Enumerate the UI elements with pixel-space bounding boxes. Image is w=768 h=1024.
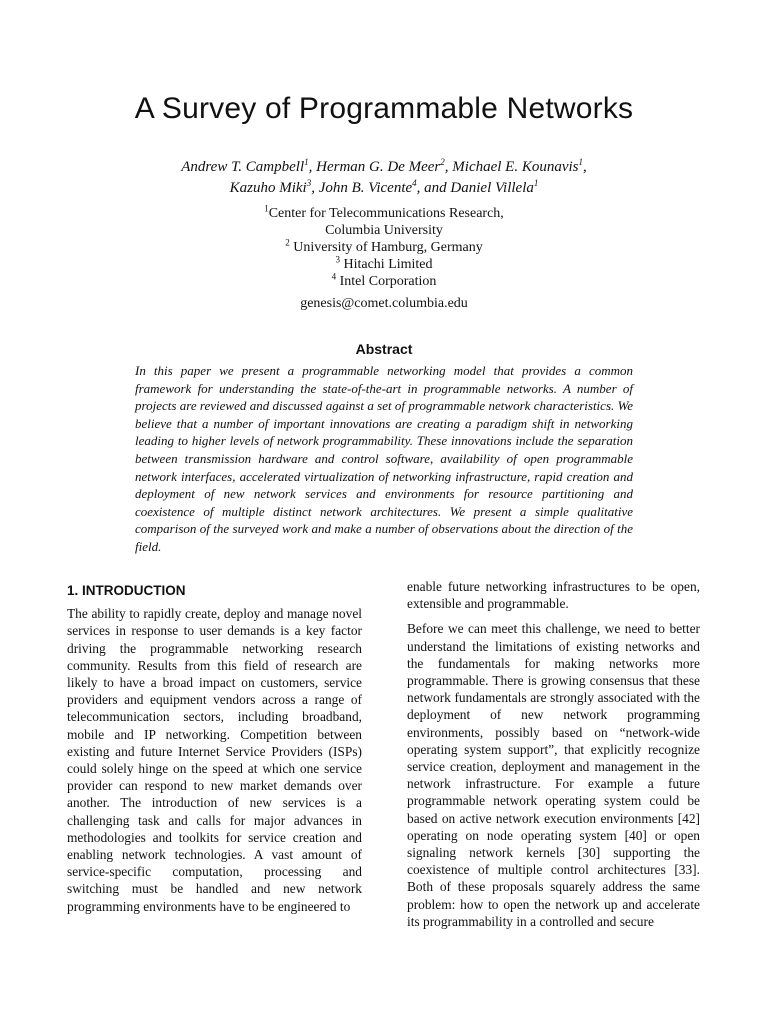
author: Kazuho Miki$^3$,: [229, 178, 319, 196]
affiliation: Columbia University: [325, 223, 443, 238]
affiliation: $^3$ Hitachi Limited: [335, 254, 433, 272]
body-paragraph: enable future networking infrastructures to be open, extensible and programmable.: [407, 579, 700, 612]
abstract-text: In this paper we present a programmable networking model that provides a common framework for understanding the state-of-the-art in programmable networks. A number of projects are reviewed and discussed against a set of programmable network characteristics. We believe that a number of important innovations are creating a paradigm shift in networking leading to higher levels of network programmability. These innovations include the separation between transmission hardware and control software, availability of open programmable network interfaces, accelerated virtualization of networking infrastructure, rapid creation and deployment of new network services and environments for resource partitioning and coexistence of multiple distinct network architectures. We present a simple qualitative comparison of the surveyed work and make a number of observations about the direction of the field.: [135, 363, 633, 554]
right-column: [407, 578, 700, 938]
body-paragraph: The ability to rapidly create, deploy and manage novel services in response to user demands is a key factor driving the programmable networking research community. Results from this field of research are likely to have a broad impact on customers, service providers and equipment vendors across a range of telecommunication sectors, including broadband, mobile and IP networking. Competition between existing and future Internet Service Providers (ISPs) could solely hinge on the speed at which one service provider can respond to new market demands over another. The introduction of new services is a challenging task and calls for major advances in methodologies and toolkits for service creation and enabling network technologies. A vast amount of service-specific computation, processing and switching must be handled and new network programming environments have to be engineered to: [67, 606, 362, 914]
affiliation: $^2$ University of Hamburg, Germany: [285, 237, 483, 255]
author: John B. Vicente$^4$, and: [318, 178, 451, 196]
affiliation: $^1$Center for Telecommunications Research,: [264, 203, 504, 221]
left-column: [67, 582, 362, 923]
author: Michael E. Kounavis$^1$,: [452, 157, 587, 175]
abstract-heading: Abstract: [355, 341, 413, 357]
paper-title: A Survey of Programmable Networks: [134, 92, 634, 125]
section-heading: 1. INTRODUCTION: [67, 583, 186, 598]
author: Herman G. De Meer$^2$,: [316, 157, 453, 175]
contact-email: genesis@comet.columbia.edu: [300, 296, 468, 311]
body-paragraph: Before we can meet this challenge, we need to better understand the limitations of existing networks and the fundamentals for making networks more programmable. There is growing consensus that these network fundamentals are strongly associated with the deployment of new network programming environments, possibly based on “network-wide operating system support”, that explicitly recognize service creation, deployment and management in the network infrastructure. For example a future programmable network operating system could be based on active network execution environments [42] operating on node operating system [40] or open signaling network kernels [30] supporting the coexistence of multiple control architectures [33]. Both of these proposals squarely address the same problem: how to open the network up and accelerate its programmability in a controlled and secure: [407, 621, 700, 929]
affiliation-list: [0, 205, 768, 290]
author: Andrew T. Campbell$^1$,: [181, 157, 317, 175]
author: Daniel Villela$^1$: [450, 178, 539, 196]
affiliation: $^4$ Intel Corporation: [331, 271, 437, 289]
author-list: [0, 157, 768, 199]
